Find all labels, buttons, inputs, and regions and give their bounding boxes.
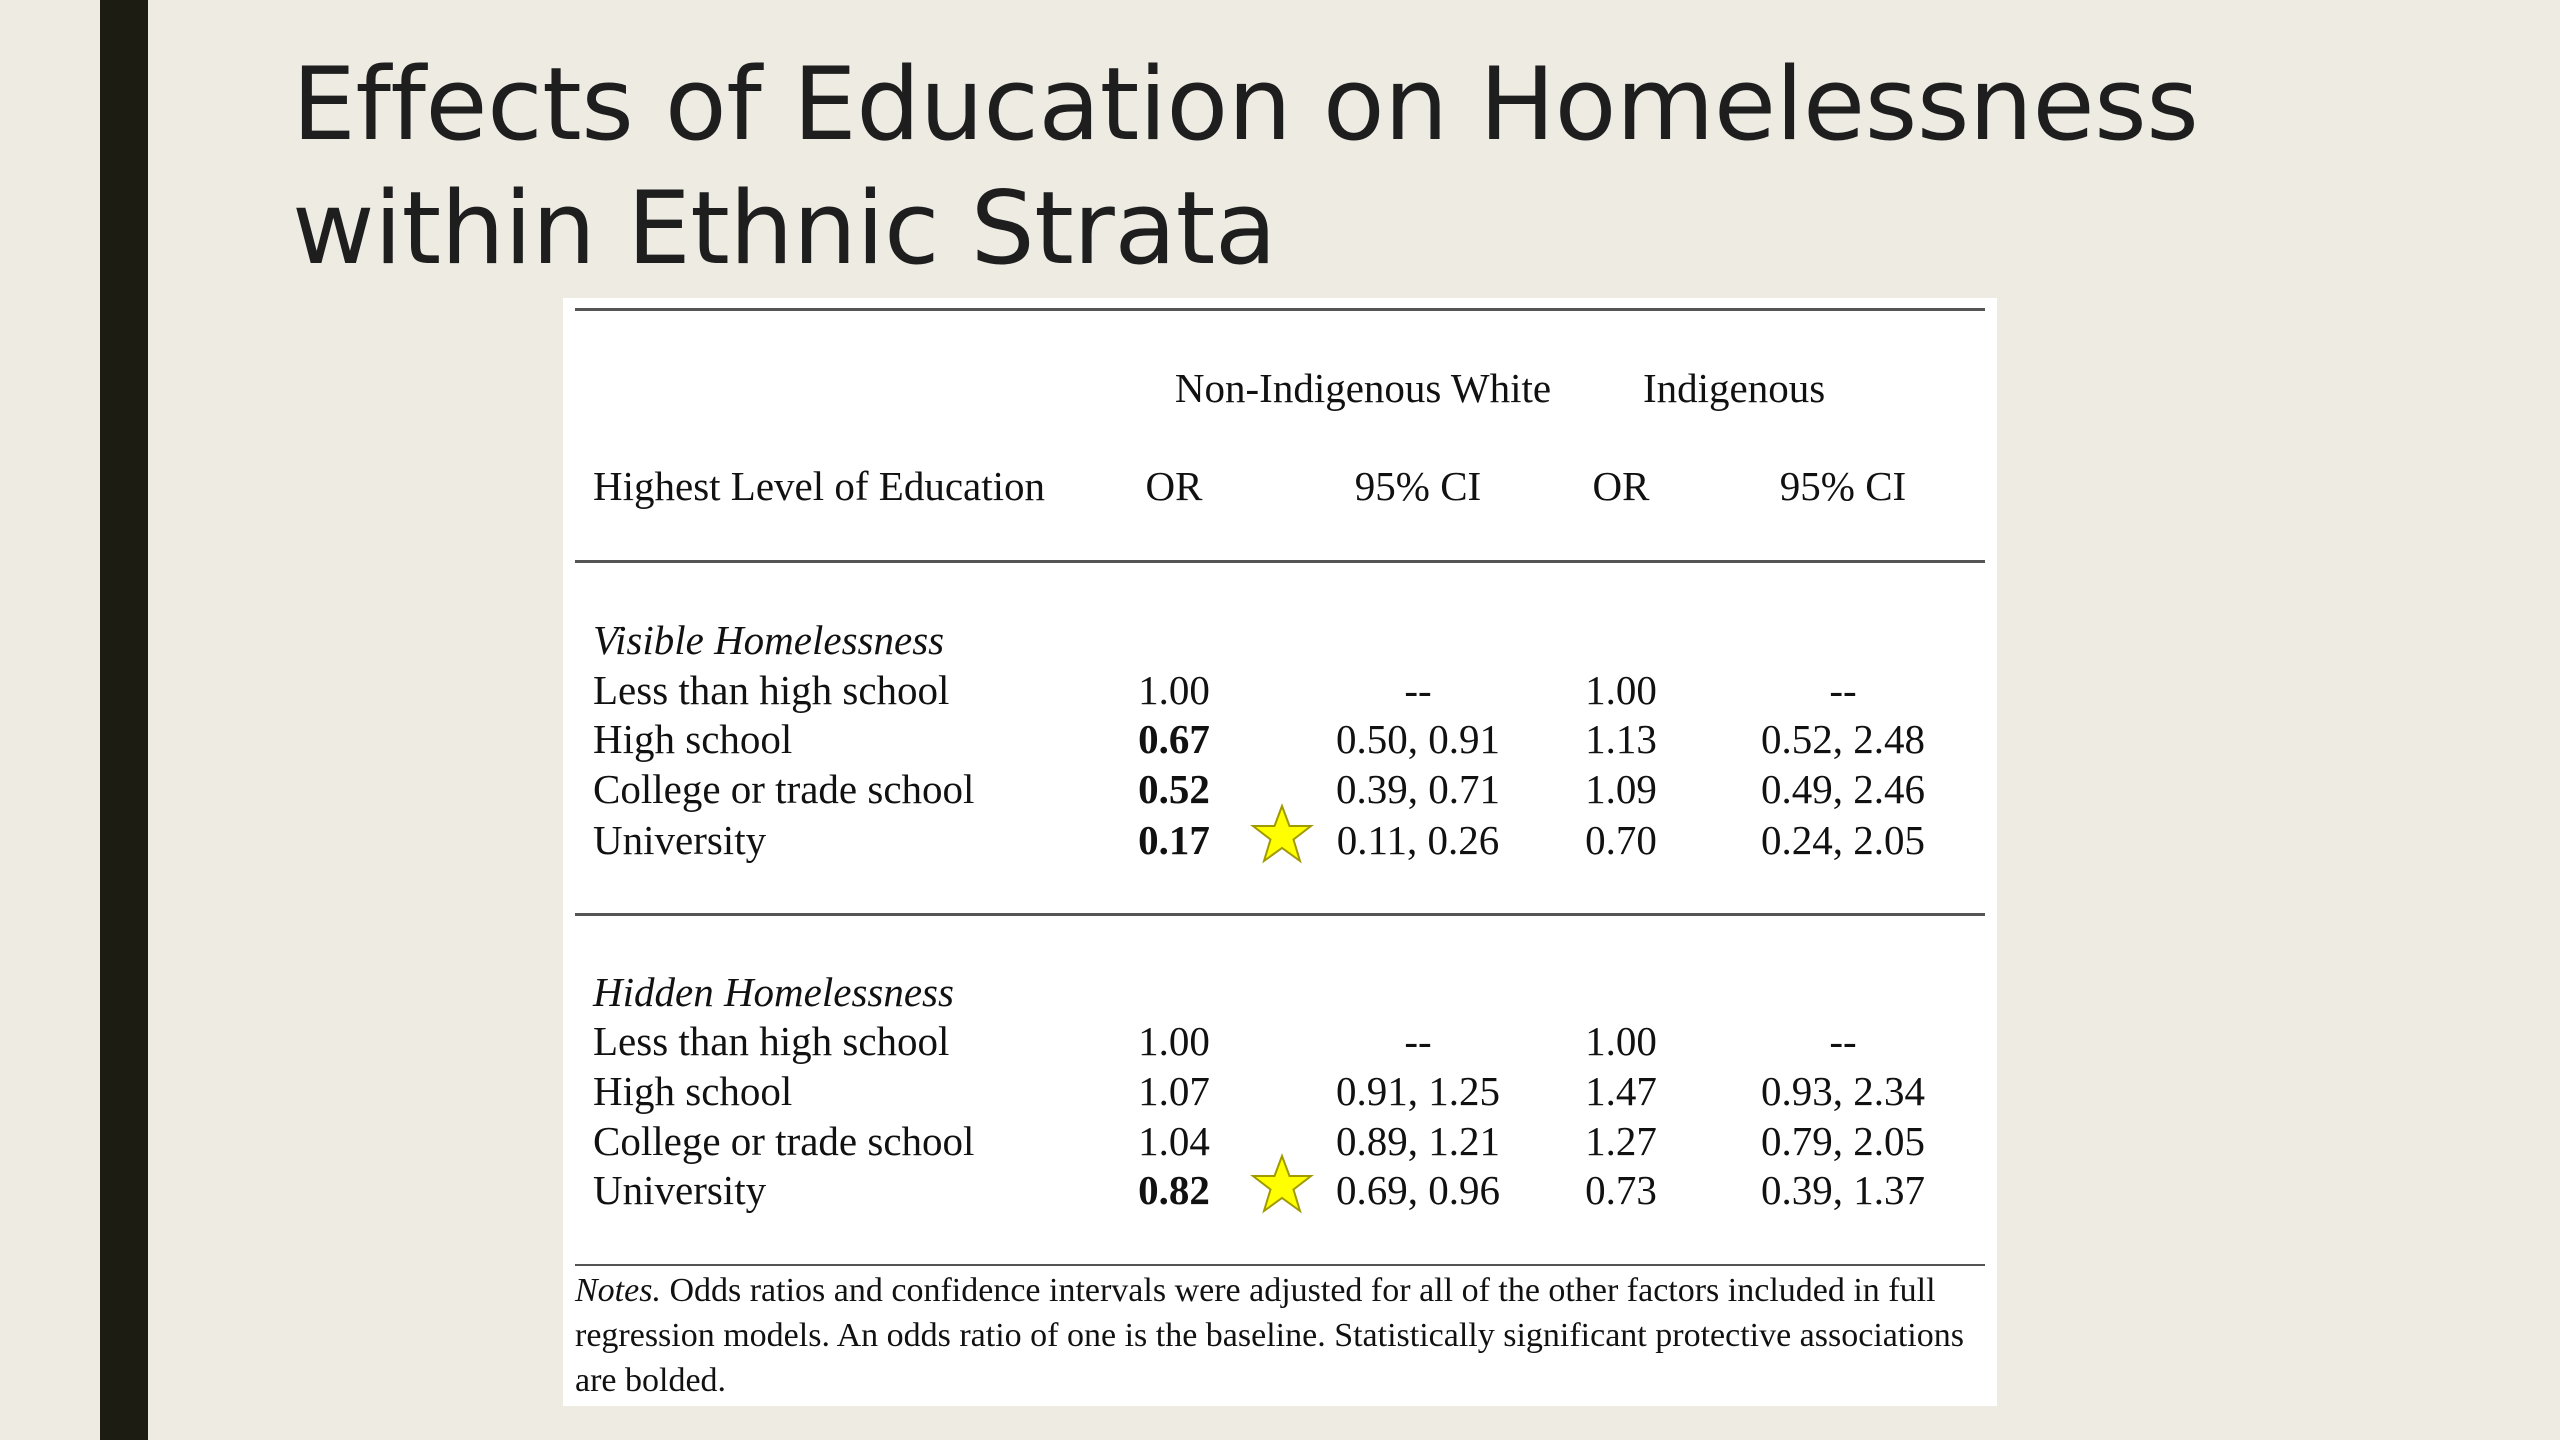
column-header-ci-indigenous: 95% CI [1779,463,1907,509]
ci-value: 0.24, 2.05 [1761,817,1925,863]
column-header-or-indigenous: OR [1592,463,1650,509]
table-notes [575,1268,1995,1403]
section-divider-rule [575,913,1985,916]
or-value: 1.47 [1585,1068,1657,1114]
header-bottom-rule [575,560,1985,563]
or-value: 1.00 [1138,667,1210,713]
notes-text: Odds ratios and confidence intervals were adjusted for all of the other factors included in full regression models. An odds ratio of one is the baseline. Statistically significant protective associations are bolded. [575,1272,1964,1399]
column-header-education: Highest Level of Education [593,463,1046,509]
section-title-hidden-homelessness: Hidden Homelessness [593,969,954,1015]
or-value-significant: 0.17 [1138,817,1210,863]
or-value: 0.73 [1585,1167,1657,1213]
row-label: University [593,817,767,863]
slide-title [292,42,2392,290]
row-label: Less than high school [593,667,950,713]
notes-lead: Notes. [575,1272,661,1309]
or-value: 1.04 [1138,1118,1210,1164]
or-value: 1.13 [1585,716,1657,762]
or-value: 1.00 [1585,1018,1657,1064]
row-label: High school [593,716,793,762]
section-title-visible-homelessness: Visible Homelessness [593,617,945,663]
or-value: 1.00 [1138,1018,1210,1064]
or-value: 1.27 [1585,1118,1657,1164]
column-header-or-non-indigenous: OR [1145,463,1203,509]
group-header-non-indigenous-white: Non-Indigenous White [1174,365,1552,411]
ci-value: -- [1829,667,1857,713]
row-label: College or trade school [593,1118,975,1164]
slide-title-line-2: within Ethnic Strata [292,169,1277,287]
ci-value: 0.11, 0.26 [1336,817,1500,863]
ci-value: 0.39, 0.71 [1336,766,1500,812]
row-label: Less than high school [593,1018,950,1064]
ci-value: 0.39, 1.37 [1761,1167,1925,1213]
ci-value: -- [1829,1018,1857,1064]
row-label: High school [593,1068,793,1114]
or-value-significant: 0.82 [1138,1167,1210,1213]
or-value: 0.70 [1585,817,1657,863]
ci-value: 0.50, 0.91 [1336,716,1500,762]
ci-value: 0.69, 0.96 [1336,1167,1500,1213]
notes-top-rule [575,1264,1985,1266]
ci-value: 0.52, 2.48 [1761,716,1925,762]
or-value: 1.09 [1585,766,1657,812]
ci-value: 0.79, 2.05 [1761,1118,1925,1164]
ci-value: -- [1404,667,1432,713]
or-value: 1.07 [1138,1068,1210,1114]
group-header-indigenous: Indigenous [1643,365,1826,411]
row-label: University [593,1167,767,1213]
column-header-ci-non-indigenous: 95% CI [1354,463,1482,509]
star-icon [1250,803,1314,867]
ci-value: -- [1404,1018,1432,1064]
star-icon [1250,1153,1314,1217]
or-value: 1.00 [1585,667,1657,713]
row-label: College or trade school [593,766,975,812]
slide-title-line-1: Effects of Education on Homelessness [292,45,2199,163]
results-table [563,298,1997,1406]
accent-bar [100,0,148,1440]
ci-value: 0.49, 2.46 [1761,766,1925,812]
ci-value: 0.93, 2.34 [1761,1068,1925,1114]
or-value-significant: 0.67 [1138,716,1210,762]
table-top-rule [575,308,1985,311]
ci-value: 0.91, 1.25 [1336,1068,1500,1114]
ci-value: 0.89, 1.21 [1336,1118,1500,1164]
or-value-significant: 0.52 [1138,766,1210,812]
